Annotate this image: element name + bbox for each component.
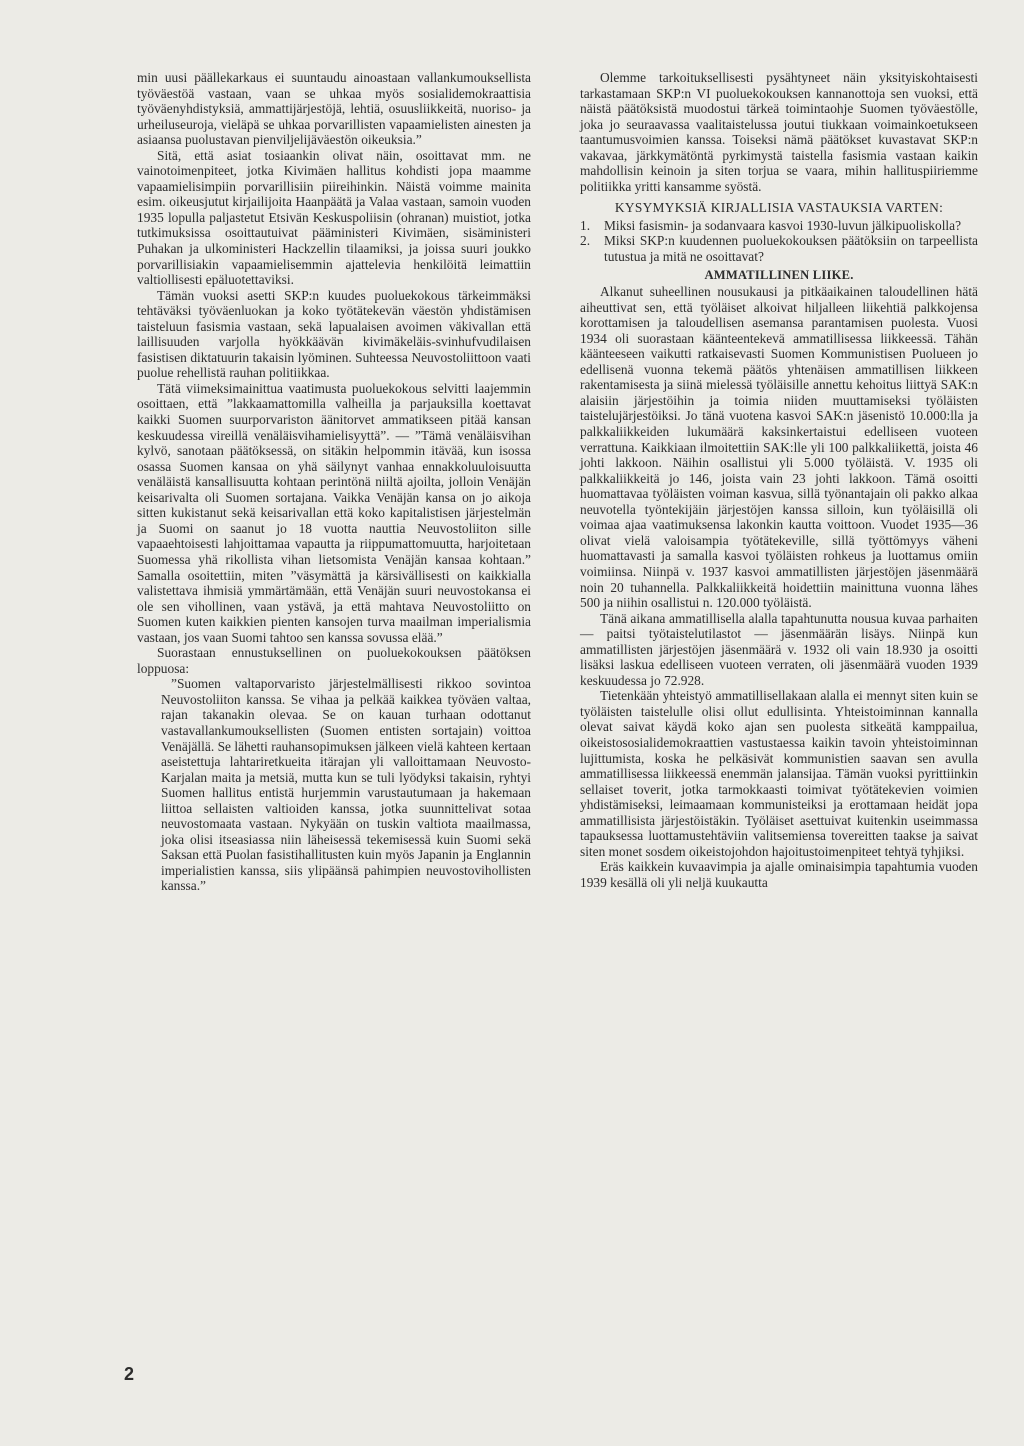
right-paragraph: Alkanut suheellinen nousukausi ja pitkäaikainen taloudellinen hätä aiheuttivat sen, että työläiset alkoivat hiljalleen liikehtiä palkkojensa korottamisen ja taloudellisen asemansa parantamisen puolesta. Vuosi 1934 oli suorastaan käänteentekevä ammatillisessa liikkeessä. Tähän käänteeseen vaikutti ratkaisevasti Suomen Kommunistisen Puolueen jo edellisenä vuonna tekemä päätös yhtenäisen ammatillisen liikkeen rakentamisesta ja siinä mielessä työläisille annettu kehoitus liittyä SAK:n alaisiin järjestöihin ja toimia niiden muuttamiseksi työläisten taistelujärjestöiksi. Jo tänä vuotena kasvoi SAK:n jäsenistö 10.000:lla ja palkkaliikkeiden lukumäärä kaksinkertaistui edelliseen vuoteen verrattuna. Kaikkiaan ilmoitettiin SAK:lle yli 100 palkkaliikettä, joista 46 johti lakkoon. Näihin osallistui yli 5.000 työläistä. V. 1935 oli palkkaliikkeitä jo 146, joista vain 23 johti lakkoon. Tämä osoitti huomattavaa työläisten voiman kasvua, sillä työnantajain oli pakko alkaa neuvotella työntekijäin järjestöjen kanssa silloin, kun työläisillä oli voimaa ajaa vaatimuksensa lakonkin kautta voittoon. Vuodet 1935—36 olivat vielä valoisampia työtätekeville, sillä työttömyys väheni huomattavasti ja samalla kasvoi työläisten rohkeus ja luottamus omiin voimiinsa. Niinpä v. 1937 kasvoi ammatillisten järjestöjen jäsenmäärä noin 20 tuhannella. Palkkaliikkeitä hoidettiin mainittuna vuonna lähes 500 ja niihin osallistui n. 120.000 työläistä. xyxy=(580,284,978,611)
left-paragraph: Tätä viimeksimainittua vaatimusta puoluekokous selvitti laajemmin osoittaen, että ”lakkaamattomilla valheilla ja parjauksilla koettavat kaikki Suomen suurporvariston äänitorvet ammatikseen pitää kansan keskuudessa vireillä venäläisvihamielisyyttä”. — ”Tämä venäläisvihan kylvö, sanotaan päätöksessä, on sitäkin helpommin itävää, kun isossa osassa Suomen kansaa on yhä säilynyt vanhaa ennakkoluuloisuutta venäläistä kansallisuutta kohtaan perintönä niiltä ajoilta, jolloin Venäjän keisarivalta oli Suomen sortajana. Vaikka Venäjän kansa on jo aikoja sitten kukistanut sekä keisarivallan että koko kapitalistisen järjestelmän ja Suomi on saanut jo 18 vuotta nauttia Neuvostoliiton sille vapaaehtoisesti lahjoittamaa vapautta ja riippumattomuutta, harjoitetaan Suomessa yhä rikollista vihan lietsomista Venäjän kansaa kohtaan.” Samalla osoitettiin, miten ”väsymättä ja kärsivällisesti on kaikkialla valistettava ihmisiä ymmärtämään, että Venäjän suuri neuvostokansa ei ole sen vihollinen, vaan ystävä, ja että mahtava Neuvostoliitto on Suomen kuten kaikkien pienten kansojen turva maailman imperialismia vastaan, jos vaan Suomi tahtoo sen kanssa sovussa elää.” xyxy=(137,380,531,645)
question-item xyxy=(580,218,978,234)
left-paragraph: Sitä, että asiat tosiaankin olivat näin, osoittavat mm. ne vainotoimenpiteet, jotka Kivimäen hallitus kohdisti jopa maamme vapaamielisimpiin porvarillisiin piireihinkin. Näistä voimme mainita esim. oikeusjutut kirjailijoita Haanpäätä ja Valaa vastaan, samoin vuoden 1935 lopulla paljastetut Etsivän Keskuspoliisin (ohranan) muistiot, jotka tutkimuksissa osoittautuivat pääministeri Kivimäen, sisäministeri Puhakan ja ulkoministeri Hackzellin tilaamiksi, ja joissa suuri joukko porvarillisiakin vapaamielisemmin ajattelevia henkilöitä leimattiin valtiollisesti epäluotettaviksi. xyxy=(137,147,531,288)
left-paragraph: min uusi päällekarkaus ei suuntaudu ainoastaan vallankumouksellista työväestöä vastaan, vaan se uhkaa myös sosialidemokraattisia työväenyhdistyksiä, ammattijärjestöjä, lehtiä, osuusliikkeitä, nuoriso- ja urheiluseuroja, vieläpä se uhkaa porvarillisten vapaamielisten ainesten ja asiaansa puolustavan pienviljelijäväestön oikeuksia.” xyxy=(137,70,531,148)
right-paragraph: Eräs kaikkein kuvaavimpia ja ajalle ominaisimpia tapahtumia vuoden 1939 kesällä oli yli neljä kuukautta xyxy=(580,859,978,890)
block-quote: ”Suomen valtaporvaristo järjestelmällisesti rikkoo sovintoa Neuvostoliiton kanssa. Se vihaa ja pelkää kaikkea työväen valtaa, rajan takanakin olevaa. Se on kauan turhaan odottanut vastavallankumouksellisten (Suomen entisten sortajain) voittoa Venäjällä. Se lähetti rauhansopimuksen jälkeen vielä kahteen kertaan aseistettuja lahtariretkueita itärajan yli valloittamaan Neuvosto-Karjalan maita ja metsiä, mutta kun se tuli lyödyksi takaisin, ryhtyi Suomen hallitus entistä hurjemmin varustautumaan ja hakemaan liittoa sellaisten valtioiden kanssa, jotka suunnittelivat sotaa neuvostomaata vastaan. Nykyään on tuskin valtiota maailmassa, joka olisi itseasiassa niin läheisessä tekemisessä kuin Suomi sekä Saksan että Puolan fasistihallitusten kuin myös Japanin ja Englannin imperialistien kanssa, siis ylipäänsä pahimpien neuvostovihollisten kanssa.” xyxy=(161,676,531,894)
question-text: Miksi fasismin- ja sodanvaara kasvoi 1930-luvun jälkipuoliskolla? xyxy=(604,217,962,233)
left-column xyxy=(137,70,531,894)
questions-heading: KYSYMYKSIÄ KIRJALLISIA VASTAUKSIA VARTEN: xyxy=(614,200,944,216)
left-paragraph: Suorastaan ennustuksellinen on puoluekokouksen päätöksen loppuosa: xyxy=(137,645,531,676)
question-text: Miksi SKP:n kuudennen puoluekokouksen päätöksiin on tarpeellista tutustua ja mitä ne osoittavat? xyxy=(604,233,978,265)
right-column xyxy=(580,70,978,890)
questions-list xyxy=(580,218,978,265)
question-number: 1. xyxy=(580,217,591,233)
right-paragraph: Olemme tarkoituksellisesti pysähtyneet näin yksityiskohtaisesti tarkastamaan SKP:n VI puoluekokouksen kannanottoja sen vuoksi, että näistä päätöksistä muodostui tärkeä toimintaohje Suomen työväestölle, joka jo seuraavassa vaalitaistelussa joutui tiukkaan voimainkoetukseen taantumusvoimien kanssa. Toiseksi nämä päätökset kuvastavat SKP:n vakavaa, järkkymätöntä pyrkimystä taistella fasismia vastaan kaikin mahdollisin keinoin ja siten torjua se vaara, mihin hallituspiiriemme politiikka yritti kansamme syöstä. xyxy=(580,70,978,194)
right-paragraph: Tietenkään yhteistyö ammatillisellakaan alalla ei mennyt siten kuin se työläisten taistelulle olisi ollut edullisinta. Yhteistoiminnan kannalla olevat saivat käydä koko ajan sen puolesta sitkeätä kamppailua, oikeistososialidemokraattien vastustaessa kaikin tavoin yhteistoiminnan lujittumista, koska he pelkäsivät kommunistien saavan sen avulla ammatillisessa liikkeessä enemmän jalansijaa. Tämän vuoksi pyrittiinkin sellaiset toverit, jotka tarmokkaasti toimivat työtätekevien voimien yhdistämiseksi, leimaamaan kommunisteiksi ja erottamaan heidät jopa ammatillisista järjestöistäkin. Työläiset asettuivat kuitenkin useimmassa tapauksessa luottamustehtäviin valitsemiensa tovereitten taakse ja saivat siten monet sosdem oikeistojohdon hajoitustoimenpiteet tehtyä tyhjiksi. xyxy=(580,688,978,859)
question-item xyxy=(580,233,978,264)
page-number: 2 xyxy=(124,1364,135,1384)
left-paragraph: Tämän vuoksi asetti SKP:n kuudes puoluekokous tärkeimmäksi tehtäväksi työväenluokan ja koko työtätekevän väestön yhdistämisen taisteluun fasismia vastaan, sekä lapualaisen avoimen väkivallan että laillisuuden varjolla hyökkäävän kivimäkeläis-svinhufvudilaisen fasistisen diktatuurin takaisin lyöminen. Suhteessa Neuvostoliittoon vaati puolue rehellistä rauhan politiikkaa. xyxy=(137,287,531,381)
section-heading: AMMATILLINEN LIIKE. xyxy=(704,267,854,282)
question-number: 2. xyxy=(580,233,591,249)
right-paragraph: Tänä aikana ammatillisella alalla tapahtunutta nousua kuvaa parhaiten — paitsi työtaistelutilastot — jäsenmäärän lisäys. Niinpä kun ammatillisten järjestöjen jäsenmäärä v. 1932 oli vain 18.930 ja osoitti lisäksi laskua edelliseen vuoteen verraten, oli jäsenmäärä vuoden 1939 keskuudessa jo 72.928. xyxy=(580,610,978,688)
